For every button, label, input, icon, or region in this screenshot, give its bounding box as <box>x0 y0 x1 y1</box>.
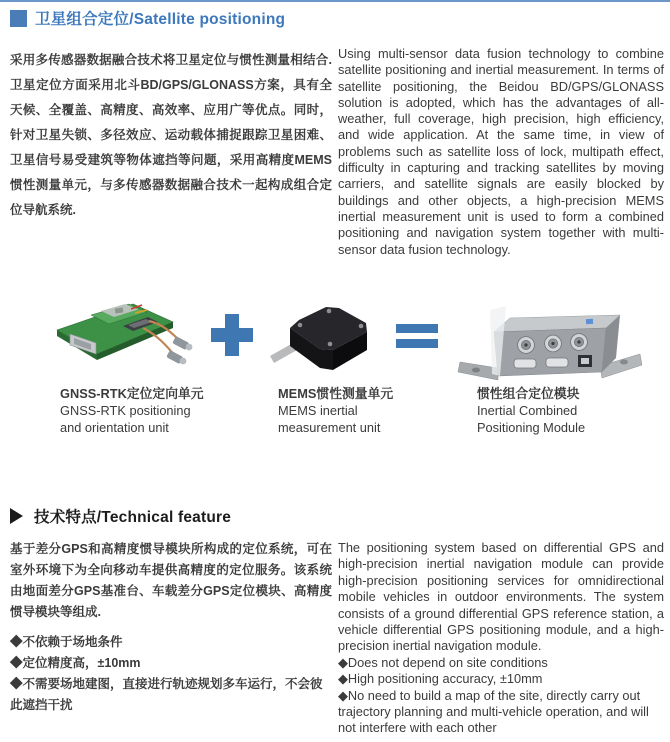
triangle-arrow-icon <box>10 508 23 524</box>
equals-icon <box>396 324 438 354</box>
top-divider <box>0 0 670 2</box>
caption-module-en-line1: Inertial Combined <box>477 403 578 418</box>
inertial-module-image <box>448 288 648 388</box>
caption-inertial-module <box>477 385 585 436</box>
section1-title: 卫星组合定位/Satellite positioning <box>35 11 286 28</box>
section2-paragraph-zh: 基于差分GPS和高精度惯导模块所构成的定位系统，可在室外环境下为全向移动车提供高精度的定位服务。该系统由地面差分GPS基准台、车载差分GPS定位模块、高精度惯导模块等组成. <box>10 542 332 619</box>
plus-icon <box>211 314 253 356</box>
section2-title: 技术特点/Technical feature <box>34 509 232 526</box>
section1-paragraph-en: Using multi-sensor data fusion technology to combine satellite positioning and inertial measurement. In terms of satellite positioning, the Beidou BD/GPS/GLONASS solution is adopted, which has the advantages of all-weather, full coverage, high precision, high efficiency, and wide application. At the same time, in view of problems such as satellite loss of lock, multipath effect, difficulty in capturing and tracking satellites by moving carriers, and satellite signals are easily blocked by buildings and other objects, a high-precision MEMS inertial measurement unit is used to form a combined positioning and navigation system together with multi-sensor data fusion technology. <box>338 46 664 257</box>
caption-module-zh: 惯性组合定位模块 <box>477 386 580 401</box>
caption-mems-en-line1: MEMS inertial <box>278 403 358 418</box>
bullet-en: ◆Does not depend on site conditions <box>338 654 548 670</box>
caption-gnss-zh: GNSS-RTK定位定向单元 <box>60 386 204 401</box>
section2-paragraph-en: The positioning system based on differential GPS and high-precision inertial navigation module can provide high-precision positioning services for omnidirectional mobile vehicles in outdoor environments. The system consists of a ground differential GPS reference station, a vehicle differential GPS positioning module, and a high-precision inertial navigation module. <box>338 540 664 654</box>
bullet-en: ◆No need to build a map of the site, directly carry out trajectory planning and multi-vehicle operation, and will not interfere with each other <box>338 687 649 736</box>
bullet-en: ◆High positioning accuracy, ±10mm <box>338 671 543 687</box>
gnss-rtk-board-image <box>45 292 197 389</box>
bullet-zh: ◆不需要场地建图，直接进行轨迹规划多车运行，不会彼此遮挡干扰 <box>10 677 323 712</box>
blue-square-icon <box>10 10 27 27</box>
section2-header <box>10 505 231 527</box>
section2-column-zh <box>10 539 332 716</box>
caption-mems-en-line2: measurement unit <box>278 420 381 435</box>
caption-gnss-en-line2: and orientation unit <box>60 420 169 435</box>
section1-header <box>10 7 285 29</box>
bullet-zh: ◆不依赖于场地条件 <box>10 635 123 649</box>
bullet-zh: ◆定位精度高，±10mm <box>10 656 141 670</box>
mems-imu-image <box>266 294 386 387</box>
section2-bullets-en <box>338 655 664 737</box>
caption-module-en-line2: Positioning Module <box>477 420 586 435</box>
caption-mems-unit <box>278 385 393 436</box>
section1-paragraph-zh: 采用多传感器数据融合技术将卫星定位与惯性测量相结合. 卫星定位方面采用北斗BD/GPS/GLONASS方案，具有全天候、全覆盖、高精度、高效率、应用广等优点。同时，针对卫星失锁、多径效应、运动载体捕捉跟踪卫星困难、卫星信号易受建筑等物体遮挡等问题，采用高精度MEMS惯性测量单元，与多传感器数据融合技术一起构成组合定位导航系统. <box>10 53 332 217</box>
section2-column-en <box>338 540 664 737</box>
caption-gnss-unit <box>60 385 204 436</box>
section2-bullets-zh <box>10 632 332 716</box>
caption-mems-zh: MEMS惯性测量单元 <box>278 386 394 401</box>
caption-gnss-en-line1: GNSS-RTK positioning <box>60 403 191 418</box>
